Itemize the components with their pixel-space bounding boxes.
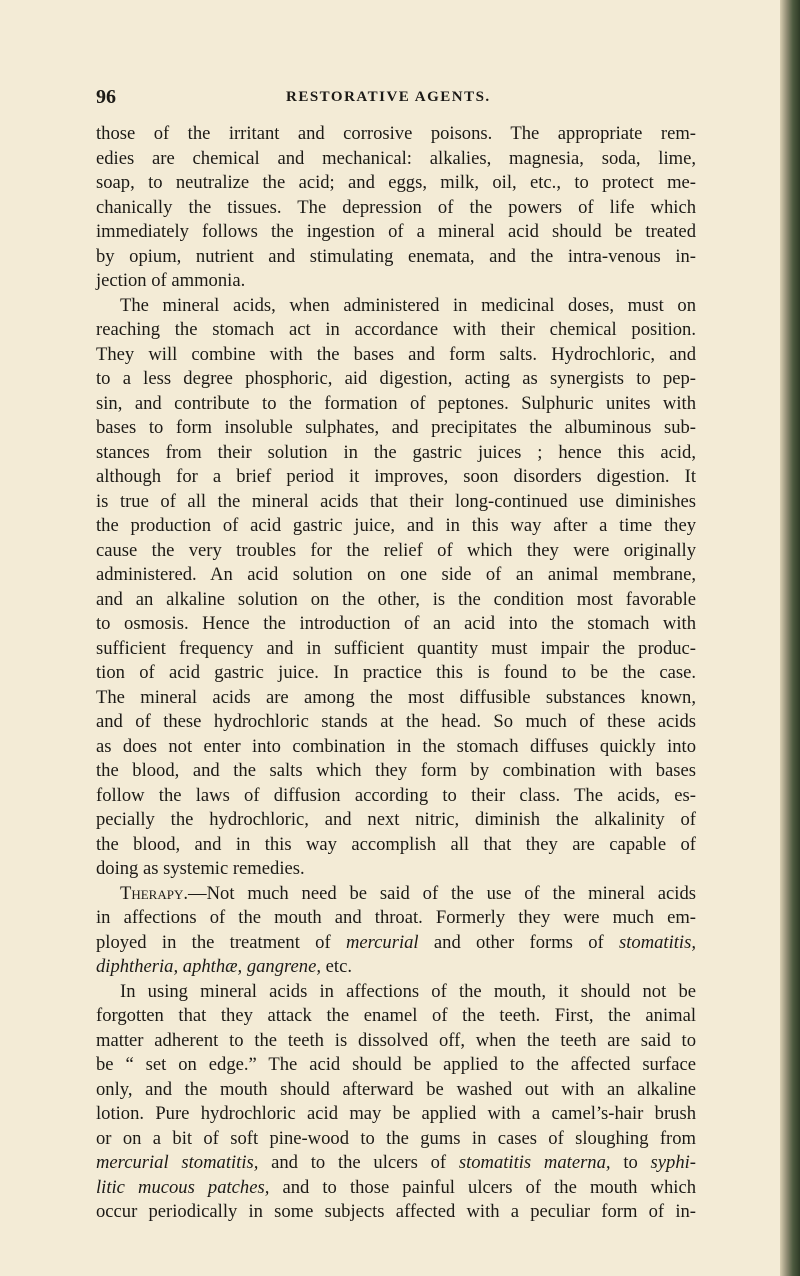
text-segment: follow the laws of diffusion according to their class. The acids, es- [96, 784, 696, 806]
text-line [96, 1029, 696, 1054]
italic-term: mercurial stomatitis, [96, 1152, 259, 1173]
text-line [96, 735, 696, 760]
text-line [96, 220, 696, 245]
text-segment: stances from their solution in the gastric juices ; hence this acid, [96, 441, 696, 463]
text-segment: to [610, 1152, 651, 1173]
text-segment: lotion. Pure hydrochloric acid may be applied with a camel’s-hair brush [96, 1103, 696, 1124]
text-segment: The mineral acids are among the most diffusible substances known, [96, 686, 696, 708]
text-segment: matter adherent to the teeth is dissolved off, when the teeth are said to [96, 1029, 696, 1051]
text-segment: occur periodically in some subjects affected with a peculiar form of in- [96, 1201, 696, 1222]
text-segment: the blood, and in this way accomplish all that they are capable of [96, 833, 696, 855]
text-line [96, 808, 696, 833]
text-line [96, 416, 696, 441]
text-line [96, 661, 696, 686]
text-segment: —Not much need be said of the use of the mineral acids [188, 882, 696, 904]
text-segment: etc. [321, 956, 352, 977]
text-line [96, 955, 696, 980]
text-segment: and an alkaline solution on the other, is the condition most favorable [96, 588, 696, 610]
text-line [96, 490, 696, 515]
text-segment: pecially the hydrochloric, and next nitric, diminish the alkalinity of [96, 809, 696, 830]
section-heading: Therapy. [120, 882, 189, 904]
page-header [96, 86, 696, 112]
italic-term: stomatitis, [619, 931, 696, 953]
text-segment: edies are chemical and mechanical: alkalies, magnesia, soda, lime, [96, 147, 696, 169]
text-line [96, 343, 696, 368]
text-line [96, 759, 696, 784]
running-title: RESTORATIVE AGENTS. [286, 89, 491, 105]
text-segment: sufficient frequency and in sufficient quantity must impair the produc- [96, 637, 696, 659]
text-line [96, 833, 696, 858]
text-line [96, 392, 696, 417]
text-segment: In using mineral acids in affections of the mouth, it should not be [120, 980, 696, 1002]
text-segment: in affections of the mouth and throat. Formerly they were much em- [96, 907, 696, 928]
text-segment: jection of ammonia. [96, 270, 246, 291]
text-segment: and to the ulcers of [258, 1152, 459, 1173]
text-line [96, 784, 696, 809]
text-line [96, 710, 696, 735]
text-line [96, 588, 696, 613]
text-line [96, 294, 696, 319]
text-segment: tion of acid gastric juice. In practice this is found to be the case. [96, 662, 696, 683]
italic-term: diphtheria, aphthæ, gangrene, [96, 956, 322, 977]
page-number: 96 [96, 86, 116, 108]
text-line [96, 857, 696, 882]
text-line [96, 367, 696, 392]
italic-term: mercurial [345, 931, 419, 953]
text-segment: although for a brief period it improves, soon disorders digestion. It [96, 466, 696, 487]
text-segment: be “ set on edge.” The acid should be applied to the affected surface [96, 1054, 696, 1075]
text-line [96, 1053, 696, 1078]
body-text [96, 122, 696, 1225]
text-line [96, 245, 696, 270]
text-line [96, 196, 696, 221]
text-segment: immediately follows the ingestion of a mineral acid should be treated [96, 221, 696, 242]
text-line [96, 269, 696, 294]
text-line [96, 171, 696, 196]
text-line [96, 1176, 696, 1201]
text-segment: ployed in the treatment of [96, 931, 346, 953]
text-line [96, 539, 696, 564]
text-segment: chanically the tissues. The depression of the powers of life which [96, 196, 696, 218]
text-segment: and to those painful ulcers of the mouth which [269, 1176, 696, 1198]
text-segment: the blood, and the salts which they form by combination with bases [96, 760, 696, 781]
text-segment: those of the irritant and corrosive poisons. The appropriate rem- [96, 123, 696, 144]
text-line [96, 612, 696, 637]
text-segment: bases to form insoluble sulphates, and precipitates the albuminous sub- [96, 417, 696, 438]
text-line [96, 882, 696, 907]
text-line [96, 686, 696, 711]
text-segment: by opium, nutrient and stimulating enemata, and the intra-venous in- [96, 245, 696, 267]
text-line [96, 1078, 696, 1103]
text-line [96, 465, 696, 490]
text-segment: as does not enter into combination in the stomach diffuses quickly into [96, 735, 696, 757]
text-segment: the production of acid gastric juice, and in this way after a time they [96, 515, 696, 536]
text-line [96, 514, 696, 539]
text-line [96, 980, 696, 1005]
text-line [96, 122, 696, 147]
text-segment: They will combine with the bases and form salts. Hydrochloric, and [96, 343, 696, 365]
text-line [96, 931, 696, 956]
text-segment: sin, and contribute to the formation of peptones. Sulphuric unites with [96, 392, 696, 414]
text-line [96, 1102, 696, 1127]
text-segment: and other forms of [418, 931, 619, 953]
page-edge [780, 0, 800, 1276]
text-line [96, 318, 696, 343]
text-segment: to osmosis. Hence the introduction of an acid into the stomach with [96, 613, 696, 634]
text-line [96, 1151, 696, 1176]
text-segment: and of these hydrochloric stands at the head. So much of these acids [96, 711, 696, 732]
text-segment: is true of all the mineral acids that their long-continued use diminishes [96, 490, 696, 512]
text-segment: soap, to neutralize the acid; and eggs, milk, oil, etc., to protect me- [96, 172, 696, 193]
text-segment: only, and the mouth should afterward be washed out with an alkaline [96, 1078, 696, 1100]
text-line [96, 563, 696, 588]
text-line [96, 1004, 696, 1029]
text-segment: reaching the stomach act in accordance with their chemical position. [96, 319, 696, 340]
text-line [96, 1127, 696, 1152]
text-segment: cause the very troubles for the relief of which they were originally [96, 539, 696, 561]
text-segment: administered. An acid solution on one side of an animal membrane, [96, 564, 696, 585]
text-segment: doing as systemic remedies. [96, 858, 305, 879]
text-segment: or on a bit of soft pine-wood to the gums in cases of sloughing from [96, 1127, 696, 1149]
text-segment: forgotten that they attack the enamel of the teeth. First, the animal [96, 1005, 696, 1026]
text-line [96, 441, 696, 466]
text-line [96, 637, 696, 662]
italic-term: syphi- [650, 1152, 696, 1173]
italic-term: litic mucous patches, [96, 1176, 270, 1198]
text-line [96, 906, 696, 931]
text-segment: to a less degree phosphoric, aid digestion, acting as synergists to pep- [96, 368, 696, 389]
text-line [96, 147, 696, 172]
italic-term: stomatitis materna, [458, 1152, 611, 1173]
text-line [96, 1200, 696, 1225]
text-segment: The mineral acids, when administered in medicinal doses, must on [120, 294, 696, 316]
